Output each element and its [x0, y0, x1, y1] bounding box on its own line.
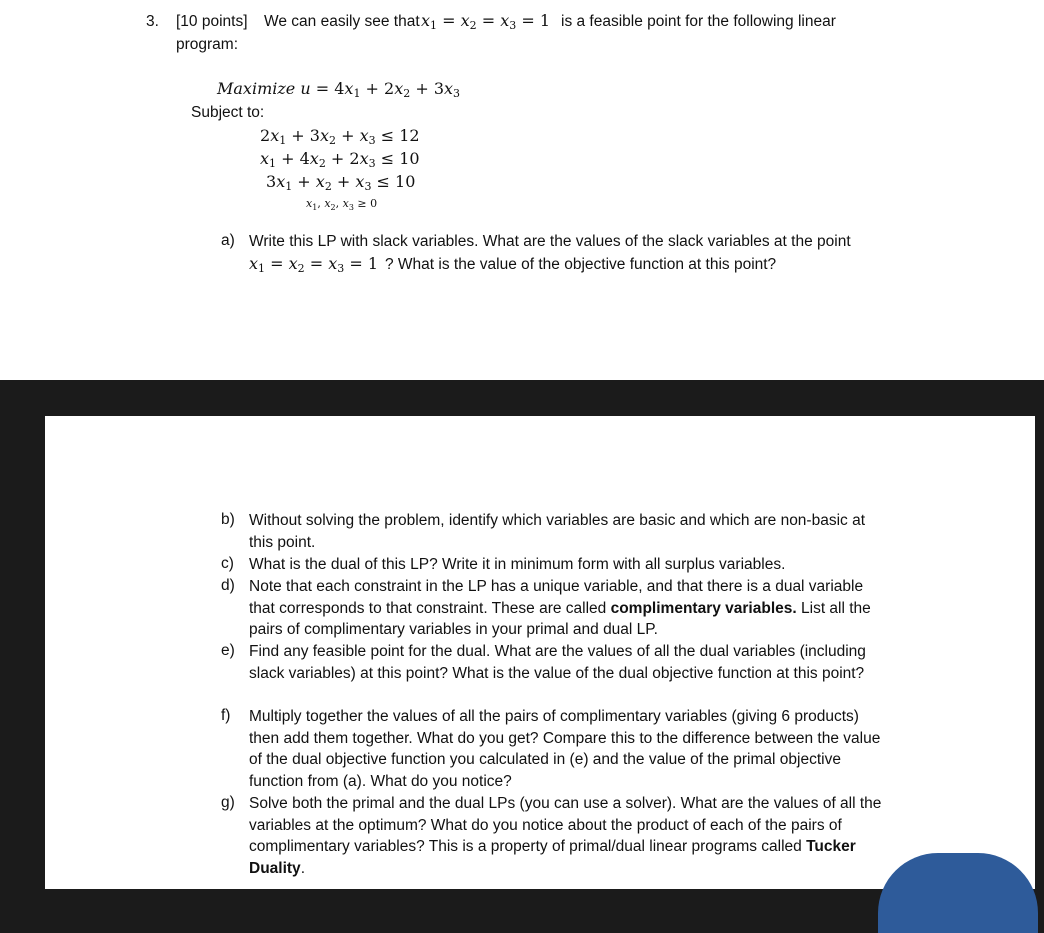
- part-a-text: Write this LP with slack variables. What are the values of the slack variables at the point: [249, 233, 851, 250]
- objective-line: Maximize $u = 4x_1 + 2x_2 + 3x_3$: [217, 79, 461, 100]
- part-e-letter: e): [221, 642, 235, 659]
- complimentary-variables-term: complimentary variables.: [610, 599, 797, 617]
- question-number: 3.: [146, 13, 159, 30]
- tucker-duality-term: Tucker Duality: [249, 838, 856, 877]
- document-page-2: [45, 416, 1035, 889]
- maximize-word: Maximize: [217, 79, 296, 98]
- question-intro-line2: program:: [176, 36, 239, 53]
- question-intro-equation: $x_1 = x_2 = x_3 = 1$: [421, 11, 551, 32]
- constraint-3: $3x_1 + x_2 + x_3 \le 10$: [266, 172, 416, 193]
- page-gap: [0, 380, 45, 889]
- part-g-letter: g): [221, 794, 235, 811]
- floating-action-button[interactable]: [878, 853, 1038, 933]
- part-f-letter: f): [221, 707, 231, 724]
- part-c-letter: c): [221, 555, 234, 572]
- part-a-text2: ? What is the value of the objective function at this point?: [385, 256, 777, 273]
- question-points: [10 points]: [176, 13, 248, 30]
- part-f-text: Multiply together the values of all the pairs of complimentary variables (giving 6 products) then add them together. What do you get? Compare this to the difference between the value of the dual objective function you calculated in (e) and the value of the primal objective function from (a). What do you notice?: [249, 708, 881, 790]
- constraint-2: $x_1 + 4x_2 + 2x_3 \le 10$: [260, 149, 420, 170]
- part-a-letter: a): [221, 232, 235, 249]
- constraint-1: $2x_1 + 3x_2 + x_3 \le 12$: [260, 126, 420, 147]
- part-b-text: Without solving the problem, identify which variables are basic and which are non-basic at this point.: [249, 512, 866, 551]
- question-intro-pre: We can easily see that: [264, 13, 420, 30]
- part-g-text: Solve both the primal and the dual LPs (you can use a solver). What are the values of all the variables at the optimum? What do you notice about the product of each of the pairs of complimentary variables? This is a property of primal/dual linear programs called Tucker Duality.: [249, 795, 882, 877]
- part-e-text: Find any feasible point for the dual. What are the values of all the dual variables (including slack variables) at this point? What is the value of the dual objective function at this point?: [249, 643, 866, 682]
- subject-to-label: Subject to:: [191, 104, 265, 121]
- part-c-text: What is the dual of this LP? Write it in minimum form with all surplus variables.: [249, 556, 786, 573]
- part-d-letter: d): [221, 577, 235, 594]
- part-d-text: Note that each constraint in the LP has a unique variable, and that there is a dual variable that corresponds to that constraint. These are called complimentary variables. List all the pairs of complimentary variables in your primal and dual LP.: [249, 578, 871, 638]
- nonnegativity-constraint: $x_1$, $x_2$, $x_3 \ge 0$: [306, 197, 378, 212]
- question-intro-post: is a feasible point for the following linear: [561, 13, 836, 30]
- document-page-1: [0, 0, 1044, 380]
- part-a-equation: $x_1 = x_2 = x_3 = 1$: [249, 254, 379, 275]
- part-b-letter: b): [221, 511, 235, 528]
